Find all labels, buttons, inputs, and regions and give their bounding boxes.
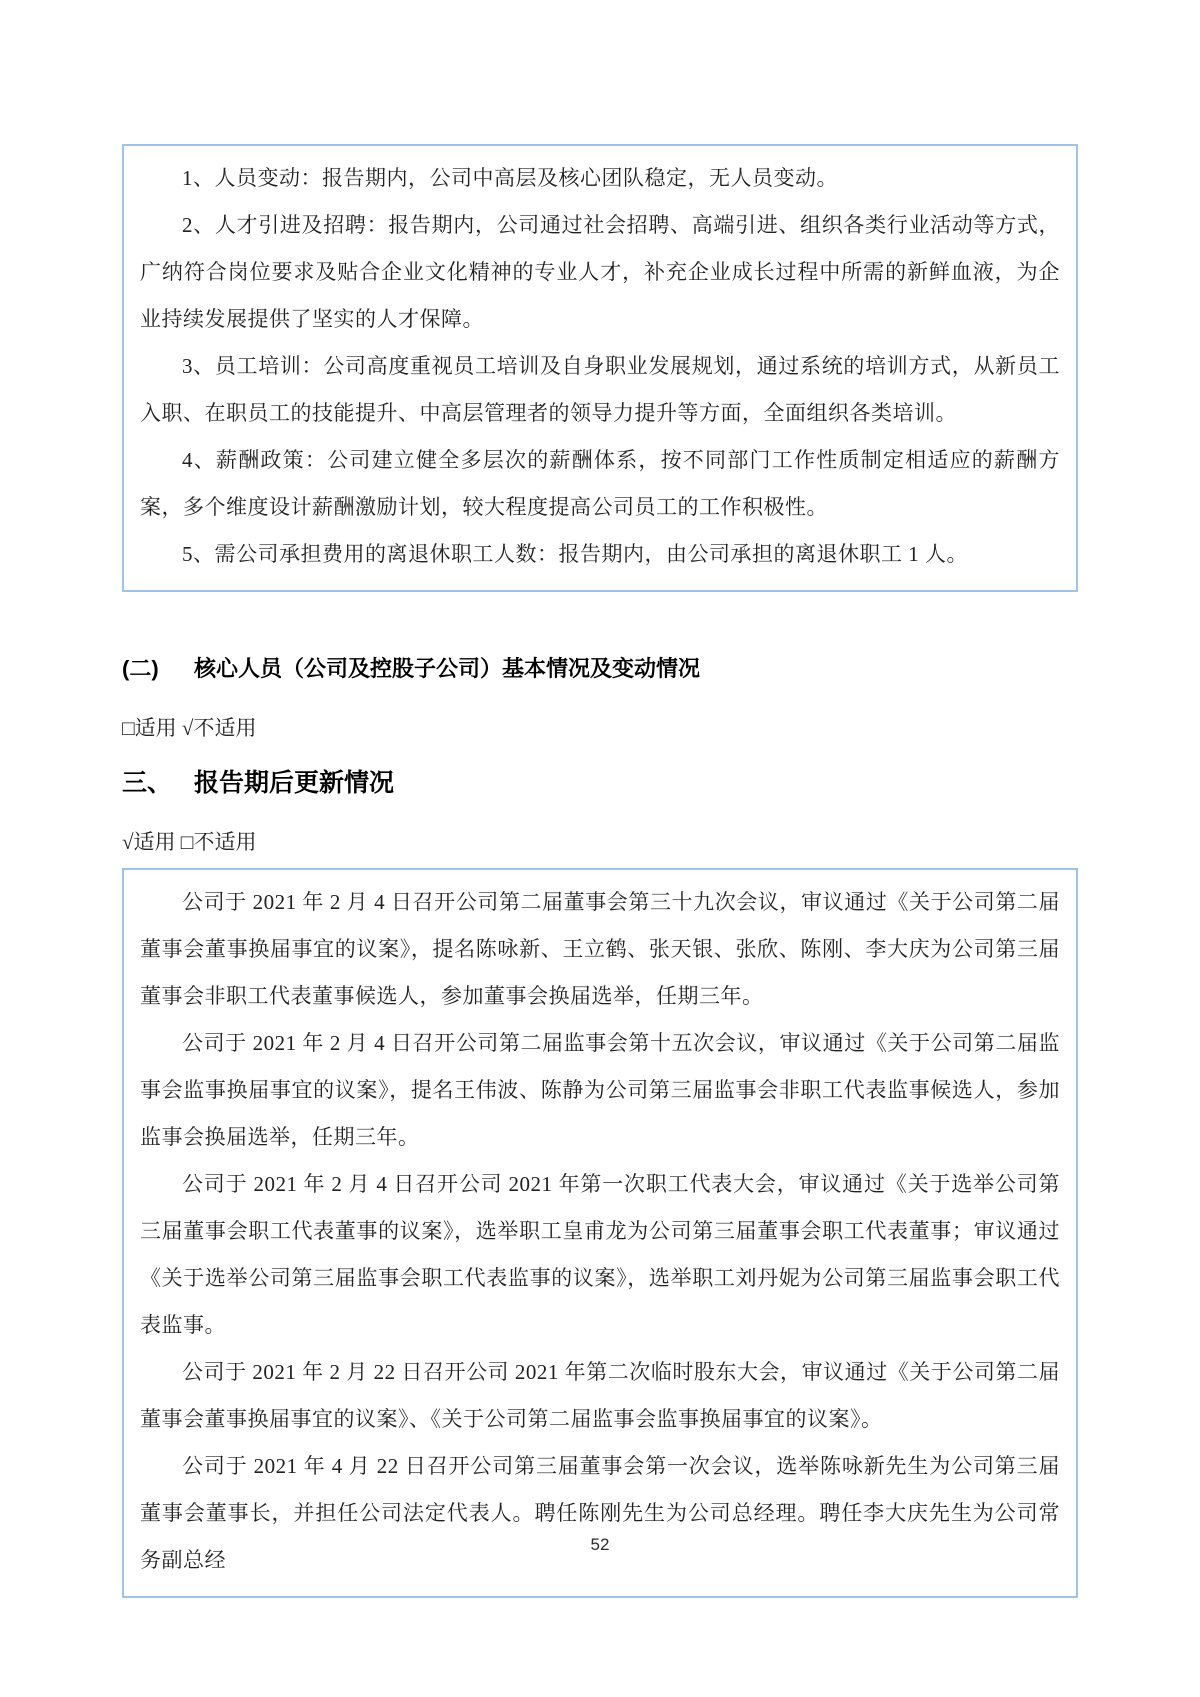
update-paragraph-supervisory-meeting-15: 公司于 2021 年 2 月 4 日召开公司第二届监事会第十五次会议，审议通过《关于公司第二届监事会监事换届事宜的议案》，提名王伟波、陈静为公司第三届监事会非职工代表监事候选人，参加监事会换届选举，任期三年。 — [140, 1031, 1060, 1149]
section-heading-post-period-updates — [122, 766, 1078, 800]
hr-details-box — [122, 144, 1078, 592]
update-paragraph-board-meeting-39: 公司于 2021 年 2 月 4 日召开公司第二届董事会第三十九次会议，审议通过《关于公司第二届董事会董事换届事宜的议案》，提名陈咏新、王立鹤、张天银、张欣、陈刚、李大庆为公司第三届董事会非职工代表董事候选人，参加董事会换届选举，任期三年。 — [140, 890, 1060, 1008]
section-number: (二) — [122, 656, 159, 681]
applicability-core-personnel: □适用 √不适用 — [122, 716, 257, 740]
hr-paragraph-personnel-change: 1、人员变动：报告期内，公司中高层及核心团队稳定，无人员变动。 — [182, 166, 838, 190]
update-paragraph-third-board-first-meeting: 公司于 2021 年 4 月 22 日召开公司第三届董事会第一次会议，选举陈咏新先生为公司第三届董事会董事长，并担任公司法定代表人。聘任陈刚先生为公司总经理。聘任李大庆先生为公司常务副总经 — [140, 1454, 1060, 1572]
update-paragraph-shareholders-meeting: 公司于 2021 年 2 月 22 日召开公司 2021 年第二次临时股东大会，审议通过《关于公司第二届董事会董事换届事宜的议案》、《关于公司第二届监事会监事换届事宜的议案》。 — [140, 1360, 1060, 1431]
section-title: 核心人员（公司及控股子公司）基本情况及变动情况 — [194, 656, 701, 681]
hr-paragraph-employee-training: 3、员工培训：公司高度重视员工培训及自身职业发展规划，通过系统的培训方式，从新员工入职、在职员工的技能提升、中高层管理者的领导力提升等方面，全面组织各类培训。 — [140, 354, 1060, 425]
hr-paragraph-talent-recruitment: 2、人才引进及招聘：报告期内，公司通过社会招聘、高端引进、组织各类行业活动等方式，广纳符合岗位要求及贴合企业文化精神的专业人才，补充企业成长过程中所需的新鲜血液，为企业持续发展提供了坚实的人才保障。 — [140, 213, 1060, 331]
section-title: 报告期后更新情况 — [194, 769, 395, 797]
hr-paragraph-retired-employees: 5、需公司承担费用的离退休职工人数：报告期内，由公司承担的离退休职工 1 人。 — [182, 542, 968, 566]
applicability-post-period: √适用 □不适用 — [122, 830, 257, 854]
hr-paragraph-compensation-policy: 4、薪酬政策：公司建立健全多层次的薪酬体系，按不同部门工作性质制定相适应的薪酬方案，多个维度设计薪酬激励计划，较大程度提高公司员工的工作积极性。 — [140, 448, 1060, 519]
section-number: 三、 — [122, 769, 173, 797]
page-number: 52 — [590, 1535, 610, 1554]
update-paragraph-employee-congress: 公司于 2021 年 2 月 4 日召开公司 2021 年第一次职工代表大会，审议通过《关于选举公司第三届董事会职工代表董事的议案》，选举职工皇甫龙为公司第三届董事会职工代表董事；审议通过《关于选举公司第三届监事会职工代表监事的议案》，选举职工刘丹妮为公司第三届监事会职工代表监事。 — [140, 1172, 1060, 1337]
section-heading-core-personnel — [122, 654, 1078, 684]
post-period-updates-box — [122, 868, 1078, 1598]
